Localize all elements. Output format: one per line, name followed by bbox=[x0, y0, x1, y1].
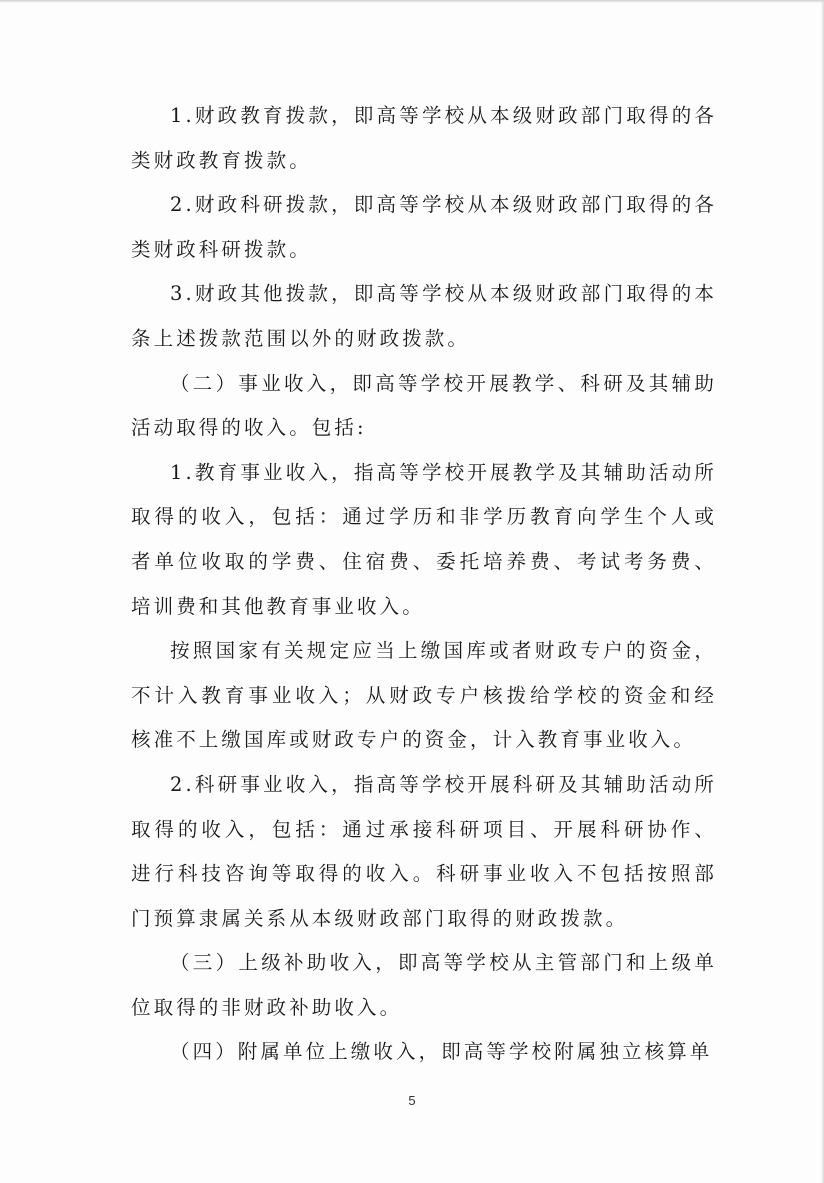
paragraph-research-business-income: 2.科研事业收入，指高等学校开展科研及其辅助活动所取得的收入，包括：通过承接科研项目、开展科研协作、进行科技咨询等取得的收入。科研事业收入不包括按照部门预算隶属关系从本级财政部门取得的财政拨款。 bbox=[131, 772, 717, 930]
paragraph-education-appropriation: 1.财政教育拨款，即高等学校从本级财政部门取得的各类财政教育拨款。 bbox=[131, 104, 717, 172]
scan-top-edge bbox=[0, 0, 824, 3]
paragraph-business-income: （二）事业收入，即高等学校开展教学、科研及其辅助活动取得的收入。包括: bbox=[131, 371, 717, 440]
paragraph-treasury-rules: 按照国家有关规定应当上缴国库或者财政专户的资金，不计入教育事业收入；从财政专户核拨给学校的资金和经核准不上缴国库或财政专户的资金，计入教育事业收入。 bbox=[131, 639, 717, 752]
paragraph-affiliated-unit-income: （四）附属单位上缴收入，即高等学校附属独立核算单 bbox=[170, 1040, 713, 1064]
document-body bbox=[131, 94, 717, 1075]
paragraph-superior-subsidy-income: （三）上级补助收入，即高等学校从主管部门和上级单位取得的非财政补助收入。 bbox=[131, 951, 717, 1019]
paragraph-education-business-income: 1.教育事业收入，指高等学校开展教学及其辅助活动所取得的收入，包括：通过学历和非学历教育向学生个人或者单位收取的学费、住宿费、委托培养费、考试考务费、培训费和其他教育事业收入。 bbox=[131, 460, 717, 618]
paragraph-other-appropriation: 3.财政其他拨款，即高等学校从本级财政部门取得的本条上述拨款范围以外的财政拨款。 bbox=[131, 282, 717, 350]
page-number: 5 bbox=[408, 1093, 416, 1108]
paragraph-research-appropriation: 2.财政科研拨款，即高等学校从本级财政部门取得的各类财政科研拨款。 bbox=[131, 193, 717, 261]
